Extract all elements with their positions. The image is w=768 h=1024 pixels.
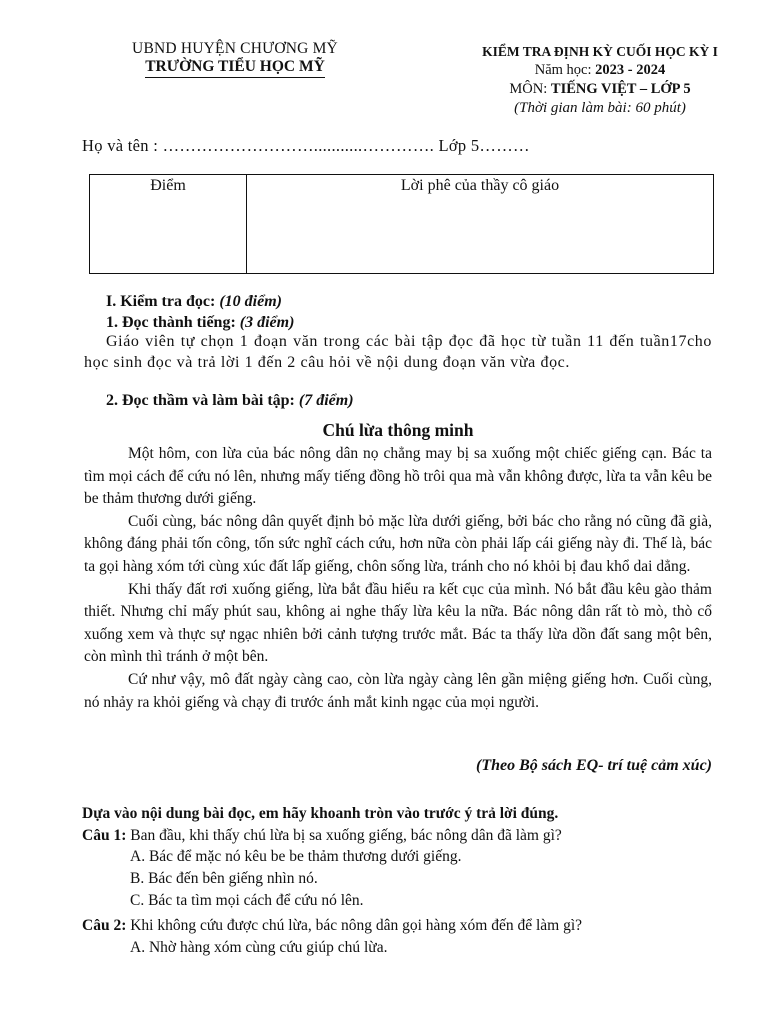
part-2-title: 2. Đọc thầm và làm bài tập: <box>106 392 299 409</box>
year-value: 2023 - 2024 <box>595 62 666 78</box>
story-paragraph: Cứ như vậy, mô đất ngày càng cao, còn lừa ngày càng lên gần miệng giếng hơn. Cuối cùng, nó nhảy ra khỏi giếng và chạy đi trước ánh mắt kinh ngạc của mọi người. <box>84 670 712 711</box>
exam-title: KIỂM TRA ĐỊNH KỲ CUỐI HỌC KỲ I <box>482 44 718 59</box>
grade-cell: Điểm <box>90 175 247 274</box>
exam-time: (Thời gian làm bài: 60 phút) <box>514 100 686 116</box>
header-left <box>80 40 390 78</box>
question-2-text: Khi không cứu được chú lừa, bác nông dân gọi hàng xóm đến để làm gì? <box>126 917 583 934</box>
part-1-instructions <box>84 331 712 373</box>
question-2-option-a[interactable]: A. Nhờ hàng xóm cùng cứu giúp chú lừa. <box>130 939 388 956</box>
teacher-comment-cell: Lời phê của thầy cô giáo <box>247 175 714 274</box>
year-label: Năm học: <box>534 62 596 78</box>
subject-value: TIẾNG VIỆT – LỚP 5 <box>550 81 691 97</box>
subject-label: MÔN: <box>509 81 551 97</box>
question-1-text: Ban đầu, khi thấy chú lừa bị sa xuống giếng, bác nông dân đã làm gì? <box>126 827 562 844</box>
header-right <box>440 42 760 118</box>
school-year <box>440 61 760 80</box>
part-1-heading <box>106 314 294 332</box>
district-name: UBND HUYỆN CHƯƠNG MỸ <box>132 40 338 57</box>
section-1-heading <box>106 293 282 311</box>
story-paragraph: Một hôm, con lừa của bác nông dân nọ chẳng may bị sa xuống một chiếc giếng cạn. Bác ta tìm mọi cách để cứu nó lên, nhưng mấy tiếng đồng hồ trôi qua mà vẫn không được, lừa ta vẫn kêu be be thảm thương dưới giếng. <box>84 445 712 508</box>
story-title: Chú lừa thông minh <box>322 420 474 440</box>
part-2-points: (7 điểm) <box>298 392 354 409</box>
question-1 <box>82 825 722 847</box>
story-paragraph: Cuối cùng, bác nông dân quyết định bỏ mặc lừa dưới giếng, bởi bác cho rằng nó cũng đã già, không đáng phải tốn công, tốn sức nghĩ cách cứu, hơn nữa còn phải lấp cái giếng này đi. Thế là, bác ta gọi hàng xóm tới cùng xúc đất lấp giếng, chôn sống lừa, tránh cho nó khỏi bị đau khổ dai dẳng. <box>84 512 712 575</box>
question-1-option-b[interactable]: B. Bác đến bên giếng nhìn nó. <box>130 870 318 887</box>
question-2 <box>82 915 722 937</box>
question-1-label: Câu 1: <box>82 827 127 844</box>
section-1-title: I. Kiểm tra đọc: <box>106 293 220 310</box>
question-2-label: Câu 2: <box>82 917 127 934</box>
question-instructions: Dựa vào nội dung bài đọc, em hãy khoanh tròn vào trước ý trả lời đúng. <box>82 805 559 822</box>
story-body <box>84 443 712 714</box>
question-1-option-a[interactable]: A. Bác để mặc nó kêu be be thảm thương dưới giếng. <box>130 848 462 865</box>
subject <box>440 80 760 99</box>
school-name: TRƯỜNG TIỂU HỌC MỸ <box>145 58 325 78</box>
story-paragraph: Khi thấy đất rơi xuống giếng, lừa bắt đầu hiểu ra kết cục của mình. Nó bắt đầu kêu gào thảm thiết. Nhưng chỉ mấy phút sau, không ai nghe thấy lừa kêu la nữa. Bác nông dân rất tò mò, thò cổ xuống xem và thực sự ngạc nhiên bởi cảnh tượng trước mắt. Bác ta thấy lừa dồn đất sang một bên, còn mình thì tránh ở một bên. <box>84 580 712 666</box>
student-name-line: Họ và tên : ………………………...........…………. Lớp 5……… <box>82 136 530 155</box>
story-source: (Theo Bộ sách EQ- trí tuệ cảm xúc) <box>476 757 712 774</box>
part-1-title: 1. Đọc thành tiếng: <box>106 314 240 331</box>
question-1-option-c[interactable]: C. Bác ta tìm mọi cách để cứu nó lên. <box>130 892 364 909</box>
grade-table <box>89 174 714 274</box>
part-1-points: (3 điểm) <box>239 314 295 331</box>
part-2-heading <box>106 392 354 410</box>
section-1-points: (10 điểm) <box>219 293 282 310</box>
part-1-text: Giáo viên tự chọn 1 đoạn văn trong các bài tập đọc đã học từ tuần 11 đến tuần17cho học sinh đọc và trả lời 1 đến 2 câu hỏi về nội dung đoạn văn vừa đọc. <box>84 333 712 371</box>
